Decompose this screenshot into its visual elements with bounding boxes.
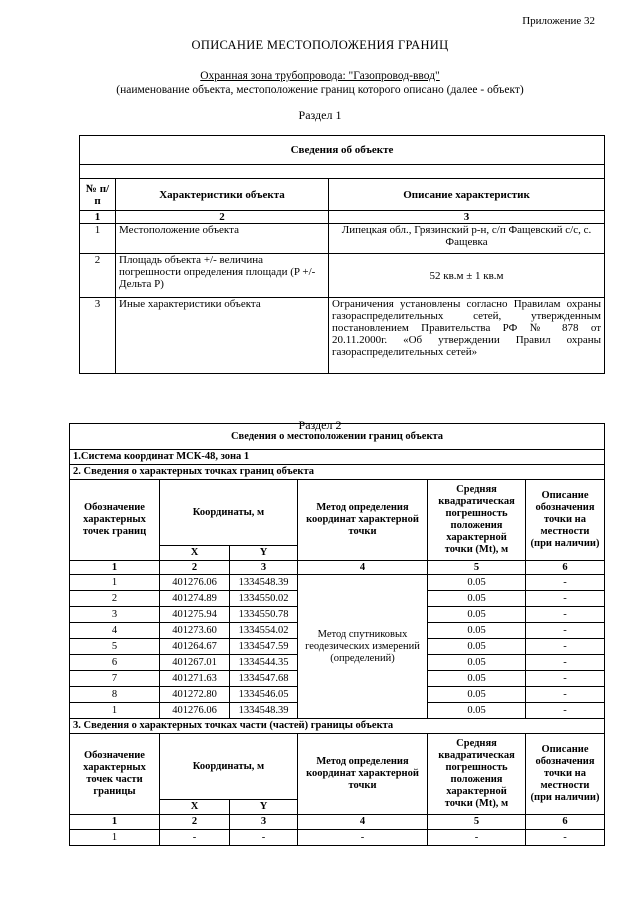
point-desc: - bbox=[526, 623, 605, 639]
col-index: 4 bbox=[298, 815, 428, 830]
col-header-num: № п/п bbox=[80, 179, 116, 211]
row-desc: Липецкая обл., Грязинский р-н, с/п Фащевский с/с, с. Фащевка bbox=[329, 224, 605, 254]
row-char: Местоположение объекта bbox=[116, 224, 329, 254]
point-id: 7 bbox=[70, 671, 160, 687]
col-index: 6 bbox=[526, 815, 605, 830]
point-x: 401272.80 bbox=[160, 687, 230, 703]
point-x: 401267.01 bbox=[160, 655, 230, 671]
point-desc: - bbox=[526, 687, 605, 703]
point-mt: 0.05 bbox=[428, 655, 526, 671]
col-index: 5 bbox=[428, 815, 526, 830]
sub3-title: 3. Сведения о характерных точках части (частей) границы объекта bbox=[70, 719, 605, 734]
col-header-method: Метод определения координат характерной точки bbox=[298, 480, 428, 561]
boundary-table bbox=[69, 423, 605, 846]
row-num: 1 bbox=[80, 224, 116, 254]
point-y: 1334547.59 bbox=[230, 639, 298, 655]
point-desc: - bbox=[526, 591, 605, 607]
part-point-y: - bbox=[230, 830, 298, 846]
object-info-table bbox=[79, 135, 605, 374]
col-header-y: Y bbox=[230, 546, 298, 561]
object-table-spacer bbox=[80, 165, 605, 179]
zone-title bbox=[0, 70, 640, 82]
point-y: 1334544.35 bbox=[230, 655, 298, 671]
point-y: 1334547.68 bbox=[230, 671, 298, 687]
point-desc: - bbox=[526, 655, 605, 671]
part-point-mt: - bbox=[428, 830, 526, 846]
row-num: 3 bbox=[80, 298, 116, 374]
col-index: 2 bbox=[116, 211, 329, 224]
point-id: 1 bbox=[70, 575, 160, 591]
appendix-label: Приложение 32 bbox=[522, 15, 595, 27]
table-row bbox=[70, 575, 605, 591]
point-mt: 0.05 bbox=[428, 687, 526, 703]
col-header-y: Y bbox=[230, 800, 298, 815]
point-x: 401273.60 bbox=[160, 623, 230, 639]
col-header-desc: Описание характеристик bbox=[329, 179, 605, 211]
sub2-title: 2. Сведения о характерных точках границ объекта bbox=[70, 465, 605, 480]
col-index: 4 bbox=[298, 561, 428, 575]
point-desc: - bbox=[526, 575, 605, 591]
col-header-error: Средняя квадратическая погрешность положения характерной точки (Mt), м bbox=[428, 480, 526, 561]
point-mt: 0.05 bbox=[428, 639, 526, 655]
point-mt: 0.05 bbox=[428, 575, 526, 591]
col-index: 2 bbox=[160, 815, 230, 830]
part-point-method: - bbox=[298, 830, 428, 846]
col-index: 3 bbox=[230, 561, 298, 575]
col-header-coords: Координаты, м bbox=[160, 734, 298, 800]
col-header-char: Характеристики объекта bbox=[116, 179, 329, 211]
point-id: 3 bbox=[70, 607, 160, 623]
point-x: 401275.94 bbox=[160, 607, 230, 623]
row-char: Площадь объекта +/- величина погрешности определения площади (P +/- Дельта P) bbox=[116, 254, 329, 298]
object-table-title: Сведения об объекте bbox=[80, 136, 605, 165]
col-index: 1 bbox=[70, 815, 160, 830]
point-id: 8 bbox=[70, 687, 160, 703]
point-desc: - bbox=[526, 607, 605, 623]
point-x: 401264.67 bbox=[160, 639, 230, 655]
col-index: 3 bbox=[329, 211, 605, 224]
point-y: 1334550.78 bbox=[230, 607, 298, 623]
point-mt: 0.05 bbox=[428, 703, 526, 719]
point-id: 6 bbox=[70, 655, 160, 671]
zone-note: (наименование объекта, местоположение границ которого описано (далее - объект) bbox=[116, 84, 524, 96]
point-mt: 0.05 bbox=[428, 607, 526, 623]
point-desc: - bbox=[526, 671, 605, 687]
point-desc: - bbox=[526, 703, 605, 719]
point-mt: 0.05 bbox=[428, 623, 526, 639]
boundary-table-title: Сведения о местоположении границ объекта bbox=[70, 424, 605, 450]
part-point-id: 1 bbox=[70, 830, 160, 846]
coord-system: 1.Система координат МСК-48, зона 1 bbox=[70, 450, 605, 465]
col-index: 5 bbox=[428, 561, 526, 575]
col-index: 6 bbox=[526, 561, 605, 575]
col-header-desc: Описание обозначения точки на местности (при наличии) bbox=[526, 734, 605, 815]
col-header-point: Обозначение характерных точек границ bbox=[70, 480, 160, 561]
point-y: 1334554.02 bbox=[230, 623, 298, 639]
row-char: Иные характеристики объекта bbox=[116, 298, 329, 374]
point-mt: 0.05 bbox=[428, 671, 526, 687]
col-header-desc: Описание обозначения точки на местности (при наличии) bbox=[526, 480, 605, 561]
table-row bbox=[70, 830, 605, 846]
point-x: 401271.63 bbox=[160, 671, 230, 687]
col-header-x: X bbox=[160, 546, 230, 561]
col-index: 1 bbox=[70, 561, 160, 575]
point-y: 1334548.39 bbox=[230, 575, 298, 591]
zone-title-text: Охранная зона трубопровода: "Газопровод-ввод" bbox=[200, 70, 440, 82]
point-id: 5 bbox=[70, 639, 160, 655]
col-index: 3 bbox=[230, 815, 298, 830]
col-header-part-point: Обозначение характерных точек части границы bbox=[70, 734, 160, 815]
row-num: 2 bbox=[80, 254, 116, 298]
point-y: 1334548.39 bbox=[230, 703, 298, 719]
point-x: 401276.06 bbox=[160, 575, 230, 591]
point-mt: 0.05 bbox=[428, 591, 526, 607]
section1-label: Раздел 1 bbox=[298, 108, 342, 122]
point-id: 2 bbox=[70, 591, 160, 607]
point-y: 1334550.02 bbox=[230, 591, 298, 607]
point-id: 1 bbox=[70, 703, 160, 719]
point-x: 401276.06 bbox=[160, 703, 230, 719]
col-header-x: X bbox=[160, 800, 230, 815]
point-id: 4 bbox=[70, 623, 160, 639]
point-y: 1334546.05 bbox=[230, 687, 298, 703]
row-desc: 52 кв.м ± 1 кв.м bbox=[329, 254, 605, 298]
col-header-error: Средняя квадратическая погрешность положения характерной точки (Mt), м bbox=[428, 734, 526, 815]
document-title: ОПИСАНИЕ МЕСТОПОЛОЖЕНИЯ ГРАНИЦ bbox=[191, 38, 449, 52]
point-desc: - bbox=[526, 639, 605, 655]
col-header-method: Метод определения координат характерной точки bbox=[298, 734, 428, 815]
row-desc: Ограничения установлены согласно Правилам охраны газораспределительных сетей, утвержденным постановлением Правительства РФ № 878 от 20.11.2000г. «Об утверждении Правил охраны газораспределительных сетей» bbox=[329, 298, 605, 374]
section2-label: Раздел 2 bbox=[298, 418, 342, 432]
col-header-coords: Координаты, м bbox=[160, 480, 298, 546]
col-index: 2 bbox=[160, 561, 230, 575]
method-value: Метод спутниковых геодезических измерений (определений) bbox=[298, 575, 428, 719]
part-point-x: - bbox=[160, 830, 230, 846]
part-point-desc: - bbox=[526, 830, 605, 846]
point-x: 401274.89 bbox=[160, 591, 230, 607]
col-index: 1 bbox=[80, 211, 116, 224]
